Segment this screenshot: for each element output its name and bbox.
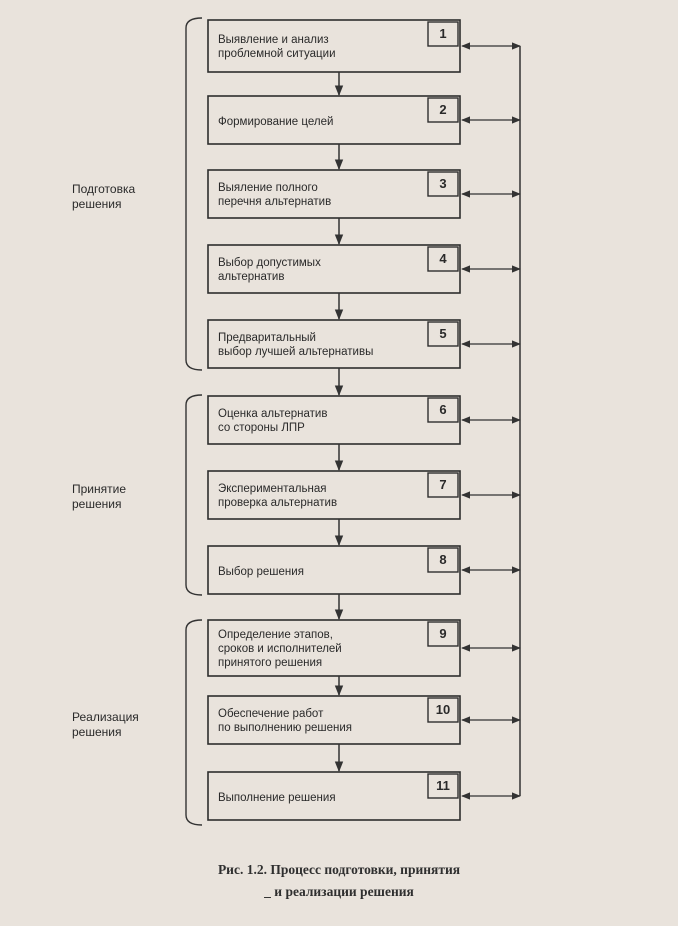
step-label: Формирование целей — [218, 116, 334, 128]
step-number: 3 — [439, 176, 447, 191]
caption-line-2: _ и реализации решения — [264, 884, 414, 899]
step-number: 10 — [435, 702, 451, 717]
phase-bracket — [186, 18, 202, 370]
phase-bracket — [186, 395, 202, 595]
phase-label: Реализация решения — [72, 710, 139, 739]
step-number: 4 — [439, 251, 447, 266]
step-number: 5 — [439, 326, 447, 341]
step-label: Выбор допустимых альтернатив — [218, 257, 321, 283]
phase-label: Подготовка решения — [72, 182, 136, 211]
step-number: 1 — [439, 26, 447, 41]
step-number: 6 — [439, 402, 447, 417]
step-label: Определение этапов, сроков и исполнителей принятого решения — [218, 629, 342, 669]
step-number: 2 — [439, 102, 447, 117]
step-number: 8 — [439, 552, 447, 567]
step-number: 9 — [439, 626, 447, 641]
step-label: Выяление полного перечня альтернатив — [218, 182, 332, 208]
caption-line-1: Рис. 1.2. Процесс подготовки, принятия — [217, 862, 461, 877]
phase-label: Принятие решения — [72, 482, 126, 511]
step-label: Выбор решения — [218, 566, 304, 578]
step-number: 7 — [439, 477, 447, 492]
phase-bracket — [186, 620, 202, 825]
step-label: Предваритальный выбор лучшей альтернативы — [218, 332, 374, 358]
step-label: Экспериментальная проверка альтернатив — [218, 483, 338, 509]
step-label: Выполнение решения — [218, 792, 336, 804]
step-label: Оценка альтернатив со стороны ЛПР — [218, 408, 328, 434]
step-label: Выявление и анализ проблемной ситуации — [218, 34, 336, 60]
step-number: 11 — [436, 778, 450, 793]
step-label: Обеспечение работ по выполнению решения — [218, 708, 353, 734]
